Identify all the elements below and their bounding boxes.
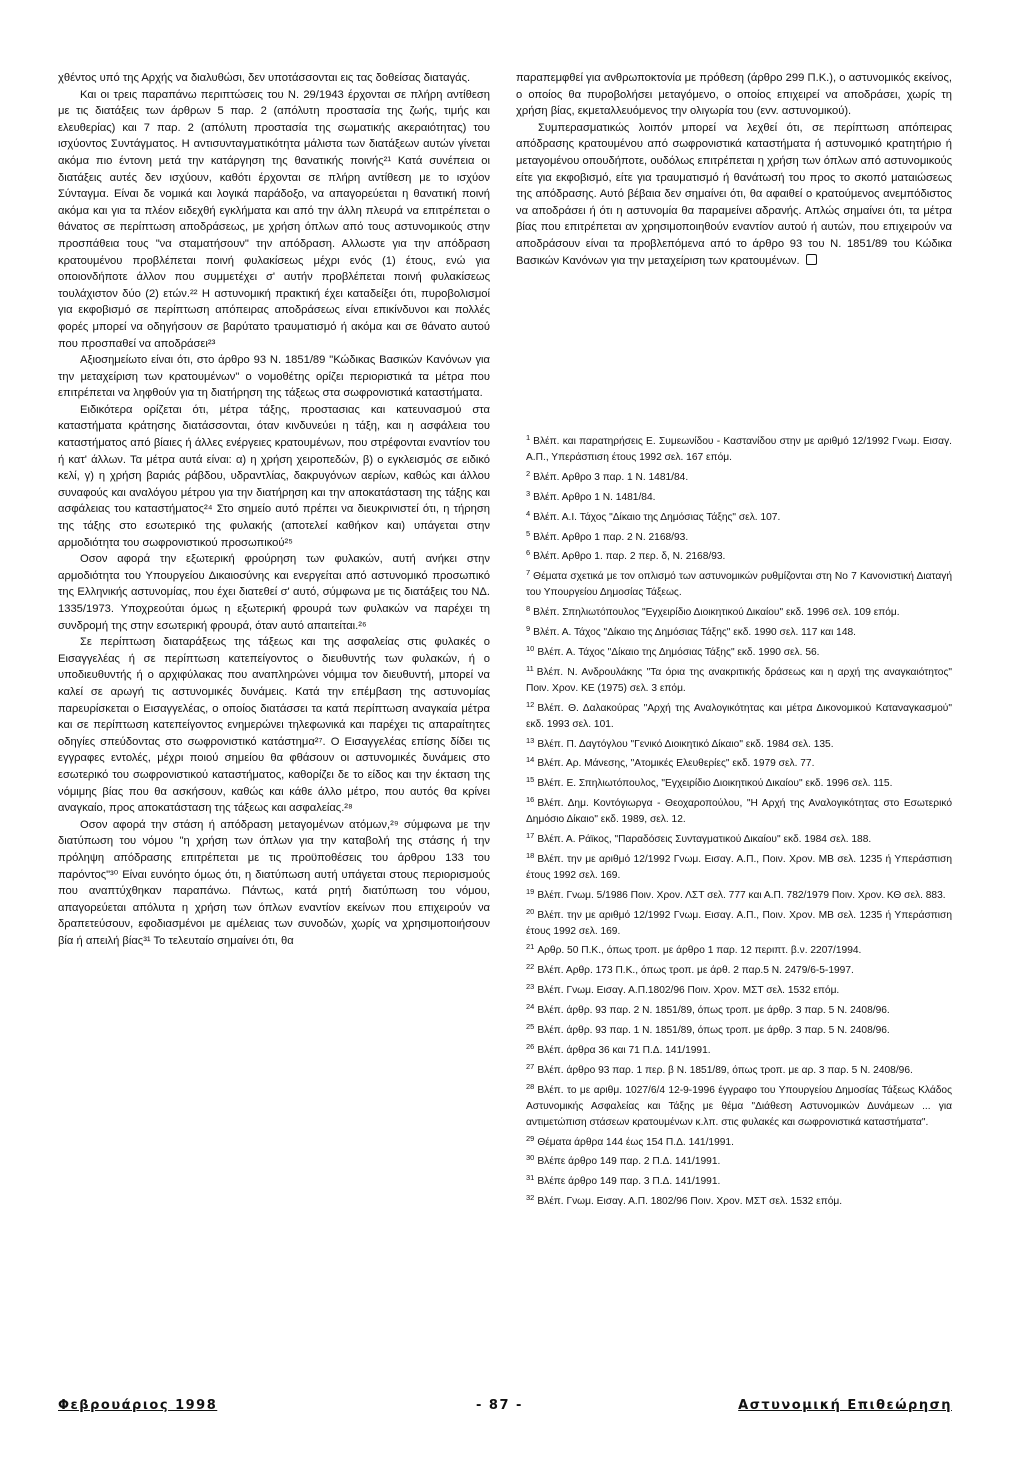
footnote-number: 10 <box>526 643 535 653</box>
magazine-title: Αστυνομική Επιθεώρηση <box>738 1398 952 1413</box>
footnote-text: Βλέπ. το με αριθμ. 1027/6/4 12-9-1996 έγγραφο του Υπουργείου Δημοσίας Τάξεως Κλάδος Αστυνομικής Ασφαλείας και Τάξης με θέμα "Διάθεση Αστυνομικών Δυνάμεων ... για αντιμετώπιση στάσεων κρατουμένων κ.λπ. στις φυλακές και σωφρονιστικά καταστήματα". <box>526 1084 952 1128</box>
footnote-number: 3 <box>526 488 531 498</box>
end-of-article-icon <box>806 254 817 265</box>
footnote-text: Βλέπ. άρθρο 93 παρ. 1 περ. β Ν. 1851/89, όπως τροπ. με αρ. 3 παρ. 5 Ν. 2408/96. <box>537 1064 913 1076</box>
footnote <box>516 601 952 621</box>
footnote-number: 20 <box>526 906 535 916</box>
footnote-text: Αρθρ. 50 Π.Κ., όπως τροπ. με άρθρο 1 παρ. 12 περιπτ. β.ν. 2207/1994. <box>537 945 862 957</box>
footnote <box>516 621 952 641</box>
footnote-number: 7 <box>526 568 531 578</box>
footnote-number: 25 <box>526 1022 535 1032</box>
footnote <box>516 661 952 697</box>
footnote-number: 21 <box>526 942 535 952</box>
footnote-text: Βλέπ. Δημ. Κοντόγιωργα - Θεοχαροπούλου, "Η Αρχή της Αναλογικότητας στο Εσωτερικό Δημόσιο Δίκαιο" εκδ. 1989, σελ. 12. <box>526 798 952 826</box>
footnote-text: Βλέπ. Αρθρο 1 παρ. 2 Ν. 2168/93. <box>533 531 689 543</box>
footnote <box>516 979 952 999</box>
footnote-number: 2 <box>526 468 531 478</box>
footnote-text: Θέματα άρθρα 144 έως 154 Π.Δ. 141/1991. <box>537 1136 734 1148</box>
footnote-number: 26 <box>526 1042 535 1051</box>
footnote-text: Βλέπ. Γνωμ. Εισαγ. Α.Π. 1802/96 Ποιν. Χρον. ΜΣΤ σελ. 1532 επόμ. <box>537 1196 843 1208</box>
footnote-text: Βλέπ. Αρθρο 1 Ν. 1481/84. <box>533 491 656 503</box>
footnote-number: 28 <box>526 1081 535 1091</box>
footnote <box>516 1150 952 1170</box>
footnote-number: 30 <box>526 1153 535 1163</box>
footnote-text: Βλέπ. Π. Δαγτόγλου "Γενικό Διοικητικό Δίκαιο" εκδ. 1984 σελ. 135. <box>537 738 834 750</box>
right-text-column <box>516 70 952 269</box>
footnote <box>516 1170 952 1190</box>
footnote-text: Βλέπ. Ε. Σπηλιωτόπουλος, "Εγχειρίδιο Διοικητικού Δικαίου" εκδ. 1996 σελ. 115. <box>537 778 893 790</box>
footnote-text: Βλέπ. την με αριθμό 12/1992 Γνωμ. Εισαγ. Α.Π., Ποιν. Χρον. ΜΒ σελ. 1235 ή Υπεράσπιση έτους 1992 σελ. 169. <box>526 853 952 881</box>
footnote <box>516 1079 952 1131</box>
footnote-number: 5 <box>526 528 531 538</box>
footnote <box>516 939 952 959</box>
footnote-number: 31 <box>526 1173 535 1183</box>
footnote <box>516 828 952 848</box>
paragraph <box>516 120 952 269</box>
footnote-text: Βλέπ. Θ. Δαλακούρας "Αρχή της Αναλογικότητας και μέτρα Δικονομικού Καταναγκασμού" εκδ. 1993 σελ. 101. <box>526 702 952 730</box>
footnote-number: 27 <box>526 1061 535 1071</box>
footnote <box>516 848 952 884</box>
footnote <box>516 486 952 506</box>
footnote-number: 12 <box>526 699 535 709</box>
footnote <box>516 1190 952 1210</box>
footnote <box>516 506 952 526</box>
footnote <box>516 641 952 661</box>
footnote-text: Βλέπ. Αρθρο 1. παρ. 2 περ. δ, Ν. 2168/93. <box>533 551 726 563</box>
footnote-number: 11 <box>526 663 534 673</box>
paragraph-text: Συμπερασματικώς λοιπόν μπορεί να λεχθεί ότι, σε περίπτωση απόπειρας απόδρασης κρατουμένου από σωφρονιστικά καταστήματα ή αστυνομικό κρατητήριο ή μεταγομένου οπουδήποτε, ουδόλως επιτρέπεται η χρήση των όπλων από αστυνομικούς είτε για εκφοβισμό, είτε για τραυματισμό ή θανάτωσή του προς το σκοπό ματαιώσεως της απόδρασης. Αυτό βέβαια δεν σημαίνει ότι, θα αφαιθεί ο κρατούμενος ανεμπόδιστος να αποδράσει ή ότι η αστυνομία θα παραμείνει αδρανής. Απλώς σημαίνει ότι, τα μέτρα βίας που επιτρέπεται αν χρησιμοποιηθούν εναντίον αυτού ή αυτών, που επιχειρούν να αποδράσουν είναι τα προβλεπόμενα από το άρθρο 93 του Ν. 1851/89 του Κώδικα Βασικών Κανόνων για την μεταχείριση των κρατουμένων. <box>516 121 952 267</box>
paragraph: Οσον αφορά την εξωτερική φρούρηση των φυλακών, αυτή ανήκει στην αρμοδιότητα του Υπουργείου Δικαιοσύνης και ενεργείται από αστυνομικό προσωπικό της Ελληνικής αστυνομίας, που έχει διατεθεί σ' αυτό, σύμφωνα με τις διατάξεις του ΝΔ. 1335/1973. Υποχρεούται όμως η εξωτερική φρουρά των φυλακών να παρέχει τη συνδρομή της στην εσωτερική φρουρά, όταν αυτό απαιτείται.²⁶ <box>58 553 490 632</box>
footnote-number: 23 <box>526 982 535 992</box>
paragraph: παραπεμφθεί για ανθρωποκτονία με πρόθεση (άρθρο 299 Π.Κ.), ο αστυνομικός εκείνος, ο οποίος θα πυροβολήσει μεταγόμενο, ο οποίος επιχειρεί να αποδράσει, χωρίς τη χρήση βίας, εκμεταλλευόμενος την ολιγωρία του (εvv. αστυνομικού). <box>516 72 952 118</box>
footnote <box>516 1131 952 1151</box>
paragraph: Οσον αφορά την στάση ή απόδραση μεταγομένων ατόμων,²⁹ σύμφωνα με την διατύπωση του νόμου "η χρήση των όπλων για την καταβολή της στάσης ή την πρόληψη απόδρασης επιτρέπεται με τις προϋποθέσεις του άρθρου 133 του παρόντος"³⁰ Είναι ευνόητο όμως ότι, η διατύπωση αυτή υπάγεται στους περιορισμούς που αναπτύχθηκαν παραπάνω. Πάντως, κατά ρητή διατύπωση του νόμου, απαγορεύεται απόλυτα η χρήση των όπλων εναντίον εκείνων που επιχειρούν να δραπετεύσουν, εφοδιασμένοι με αμέλειας των συνοδών, χωρίς να χρησιμοποιήσουν βία ή απειλή βίας³¹ Το τελευταίο σημαίνει ότι, θα <box>58 818 490 947</box>
footnote <box>516 526 952 546</box>
footnote-number: 19 <box>526 886 535 896</box>
footnote <box>516 565 952 601</box>
footnote-text: Βλέπ. Γνωμ. Εισαγ. Α.Π.1802/96 Ποιν. Χρον. ΜΣΤ σελ. 1532 επόμ. <box>537 985 840 997</box>
paragraph: Ειδικότερα ορίζεται ότι, μέτρα τάξης, προστασιας και κατευνασμού στα καταστήματα κράτησης διατάσσονται, όταν κινδυνεύει η τάξη, και η ασφάλεια του καταστήματος από βίαιες ή άλλες ενέργειες κρατουμένων, που στρέφονται εναντίον του ή κατ' άλλων. Τα μέτρα αυτά είναι: α) η χρήση χειροπεδών, β) ο εγκλεισμός σε ειδικό κελί, γ) η χρήση βαριάς ράβδου, υδραντλίας, δακρυγόνων αερίων, καθώς και άλλου συναφούς και αναλόγου μέτρου για την διατήρηση και την αποκατάσταση της τάξης και ασφάλειας του καταστήματος²⁴ Στο σημείο αυτό πρέπει να διευκρινιστεί ότι, η τήρηση της τάξης στο εσωτερικό της φυλακής (αποτελεί καθήκον και) υπάγεται στην αρμοδιότητα του σωφρονιστικού προσωπικού²⁵ <box>58 403 490 549</box>
footnote-text: Βλέπ. Σπηλιωτόπουλος "Εγχειρίδιο Διοικητικού Δικαίου" εκδ. 1996 σελ. 109 επόμ. <box>533 607 900 619</box>
footnote-number: 18 <box>526 850 535 860</box>
footnote <box>516 999 952 1019</box>
footnote-text: Βλέπ. Α. Τάχος "Δίκαιο της Δημόσιας Τάξης" εκδ. 1990 σελ. 56. <box>537 646 820 658</box>
footnote <box>516 697 952 733</box>
paragraph: χθέντος υπό της Αρχής να διαλυθώσι, δεν υποτάσσονται εις τας δοθείσας διαταγάς. <box>58 72 471 84</box>
footnote-number: 8 <box>526 604 531 614</box>
footnote-number: 32 <box>526 1193 535 1203</box>
footnote <box>516 752 952 772</box>
footnote-number: 16 <box>526 795 535 805</box>
footnote <box>516 959 952 979</box>
footnote-text: Βλέπ. Αρθρ. 173 Π.Κ., όπως τροπ. με άρθ. 2 παρ.5 Ν. 2479/6-5-1997. <box>537 965 854 977</box>
footnote-number: 9 <box>526 624 531 634</box>
footnote <box>516 884 952 904</box>
footnote <box>516 904 952 940</box>
footnote-number: 1 <box>526 433 531 442</box>
footnote-text: Βλέπε άρθρο 149 παρ. 3 Π.Δ. 141/1991. <box>537 1176 721 1188</box>
footnote-text: Βλέπ. Α.Ι. Τάχος "Δίκαιο της Δημόσιας Τάξης" σελ. 107. <box>533 511 781 523</box>
footnote-text: Θέματα σχετικά με τον οπλισμό των αστυνομικών ρυθμίζονται στη Νο 7 Κανονιστική Διαταγή του Υπουργείου Δημοσίας Τάξεως. <box>526 571 952 599</box>
footnote-text: Βλέπ. Αρ. Μάνεσης, "Ατομικές Ελευθερίες" εκδ. 1979 σελ. 77. <box>537 758 815 770</box>
footer-issue-date: Φεβρουάριος 1998 <box>58 1398 218 1413</box>
footnote-text: Βλέπε άρθρο 149 παρ. 2 Π.Δ. 141/1991. <box>537 1156 721 1168</box>
footnote-text: Βλέπ. άρθρα 36 και 71 Π.Δ. 141/1991. <box>537 1045 711 1056</box>
footnote-text: Βλέπ. Αρθρο 3 παρ. 1 Ν. 1481/84. <box>533 471 689 483</box>
footnote <box>516 733 952 753</box>
paragraph: Και οι τρεις παραπάνω περιπτώσεις του Ν. 29/1943 έρχονται σε πλήρη αντίθεση με τις διατάξεις των άρθρων 5 παρ. 2 (απόλυτη προστασία της ζωής, τιμής και ελευθερίας) και 7 παρ. 2 (απόλυτη προστασία της σωματικής ακεραιότητας) του ισχύοντος Συντάγματος. Η αντισυνταγματικότητα μάλιστα των διατάξεων αυτών γίνεται ακόμα πιο έντονη μετά την κατάργηση της θανατικής ποινής²¹ Κατά συνέπεια οι διατάξεις αυτές δεν ισχύουν, καθότι έρχονται σε πλήρη αντίθεση με το ισχύον Σύνταγμα. Είναι δε νομικά και λογικά παράδοξο, να απαγορεύεται η θανατική ποινή ακόμα και για τα πλέον ειδεχθή εγκλήματα και από την άλλη πλευρά να επιτρέπεται ο θάνατος σε περίπτωση αποδράσεως, με χρήση όπλων από τους αστυνομικούς στην προσπάθεια τους "να σταματήσουν" την απόδραση. Αλλωστε για την απόδραση κρατουμένου προβλέπεται ποινή φυλακίσεως μέχρι ενός (1) έτους, ενώ για οποιονδήποτε άλλον που συμμετέχει σ' αυτήν προβλέπεται ποινή φυλακίσεως τουλάχιστον δύο (2) ετών.²² Η αστυνομική πρακτική έχει καταδείξει ότι, πυροβολισμοί για εκφοβισμό σε περίπτωση απόπειρας αποδράσεως είναι επικίνδυνοι και πολλές φορές μπορεί να οδηγήσουν σε βαρύτατο τραυματισμό ή ακόμα και σε θάνατο αυτού που προσπαθεί να αποδράσει²³ <box>58 88 490 350</box>
footnote-number: 15 <box>526 775 535 785</box>
footnote <box>516 1019 952 1039</box>
page-footer <box>58 1398 952 1420</box>
footnote-text: Βλέπ. άρθρ. 93 παρ. 1 Ν. 1851/89, όπως τροπ. με άρθρ. 3 παρ. 5 Ν. 2408/96. <box>537 1025 890 1037</box>
footnote-text: Βλέπ. Ν. Ανδρουλάκης "Τα όρια της ανακριτικής δράσεως και η αρχή της αναγκαιότητος" Ποιν. Χρον. ΚΕ (1975) σελ. 3 επόμ. <box>526 666 952 694</box>
footnote-text: Βλέπ. άρθρ. 93 παρ. 2 Ν. 1851/89, όπως τροπ. με άρθρ. 3 παρ. 5 Ν. 2408/96. <box>537 1005 890 1017</box>
page-number: - 87 - <box>476 1398 523 1413</box>
footnote-number: 24 <box>526 1002 535 1012</box>
footnotes-list <box>516 430 952 1210</box>
footnote-number: 22 <box>526 962 535 972</box>
footnote <box>516 545 952 565</box>
footnote-number: 6 <box>526 548 531 558</box>
footnote-text: Βλέπ. Α. Ράϊκος, "Παραδόσεις Συνταγματικού Δικαίου" εκδ. 1984 σελ. 188. <box>537 834 872 846</box>
left-text-column <box>58 70 490 949</box>
footnote-number: 4 <box>526 508 531 518</box>
footnote <box>516 1059 952 1079</box>
footnote-number: 17 <box>526 831 535 841</box>
footnote-text: Βλέπ. Γνωμ. 5/1986 Ποιν. Χρον. ΛΣΤ σελ. 777 και Α.Π. 782/1979 Ποιν. Χρον. ΚΘ σελ. 883. <box>537 889 946 901</box>
footnote-number: 13 <box>526 735 535 745</box>
paragraph: Σε περίπτωση διαταράξεως της τάξεως και της ασφαλείας στις φυλακές ο Εισαγγελέας ή σε περίπτωση κατεπείγοντος ο διευθυντής των φυλακών, ή ο υποδιευθυντής ή ο αρχιφύλακας που αναπληρώνει νόμιμα τον διευθυντή, μπορεί να καλεί σε αρωγή τις αστυνομικές δυνάμεις. Κατά την επέμβαση της αστυνομίας παρευρίσκεται ο Εισαγγελέας, ο οποίος διατάσσει τα κατά περίπτωση αναγκαία μέτρα και σε περίπτωση κατεπείγοντος ενημερώνει τηλεφωνικά και παρέχει τις απαραίτητες οδηγίες σπεύδοντας στο σωφρονιστικό κατάστημα²⁷. Ο Εισαγγελέας επίσης δίδει τις εγγραφες εντολές, μέχρι ποιού σημείου θα φθάσουν οι αστυνομικές δυνάμεις στο εσωτερικό του σωφρονιστικού καταστήματος, καθορίζει δε το είδος και την έκταση της νόμιμης βίας που θα ασκήσουν, καθώς και κάθε άλλο μέτρο, που αυτός θα κρίνει αναγκαίο, προς αποκατάσταση της τάξεως και ασφαλείας.²⁸ <box>58 636 490 815</box>
footnote-text: Βλέπ. την με αριθμό 12/1992 Γνωμ. Εισαγ. Α.Π., Ποιν. Χρον. ΜΒ σελ. 1235 ή Υπεράσπιση έτους 1992 σελ. 169. <box>526 909 952 937</box>
footnote-number: 14 <box>526 755 535 765</box>
footnote <box>516 792 952 828</box>
footnote <box>516 1039 952 1059</box>
footnote-text: Βλέπ. και παρατηρήσεις Ε. Συμεωνίδου - Καστανίδου στην με αριθμό 12/1992 Γνωμ. Εισαγ. Α.Π., Υπεράσπιση έτους 1992 σελ. 167 επόμ. <box>526 436 952 463</box>
footnote <box>516 430 952 466</box>
paragraph: Αξιοσημείωτο είναι ότι, στο άρθρο 93 Ν. 1851/89 "Κώδικας Βασικών Κανόνων για την μεταχείριση των κρατουμένων" ο νομοθέτης ορίζει περιοριστικά τα μέτρα που επιτρέπεται να ληφθούν για τη διατήρηση της τάξεως στα σωφρονιστικά καταστήματα. <box>58 354 490 400</box>
footnote <box>516 466 952 486</box>
footnote-number: 29 <box>526 1133 535 1143</box>
footnote-text: Βλέπ. Α. Τάχος "Δίκαιο της Δημόσιας Τάξης" εκδ. 1990 σελ. 117 και 148. <box>533 627 856 639</box>
footnote <box>516 772 952 792</box>
